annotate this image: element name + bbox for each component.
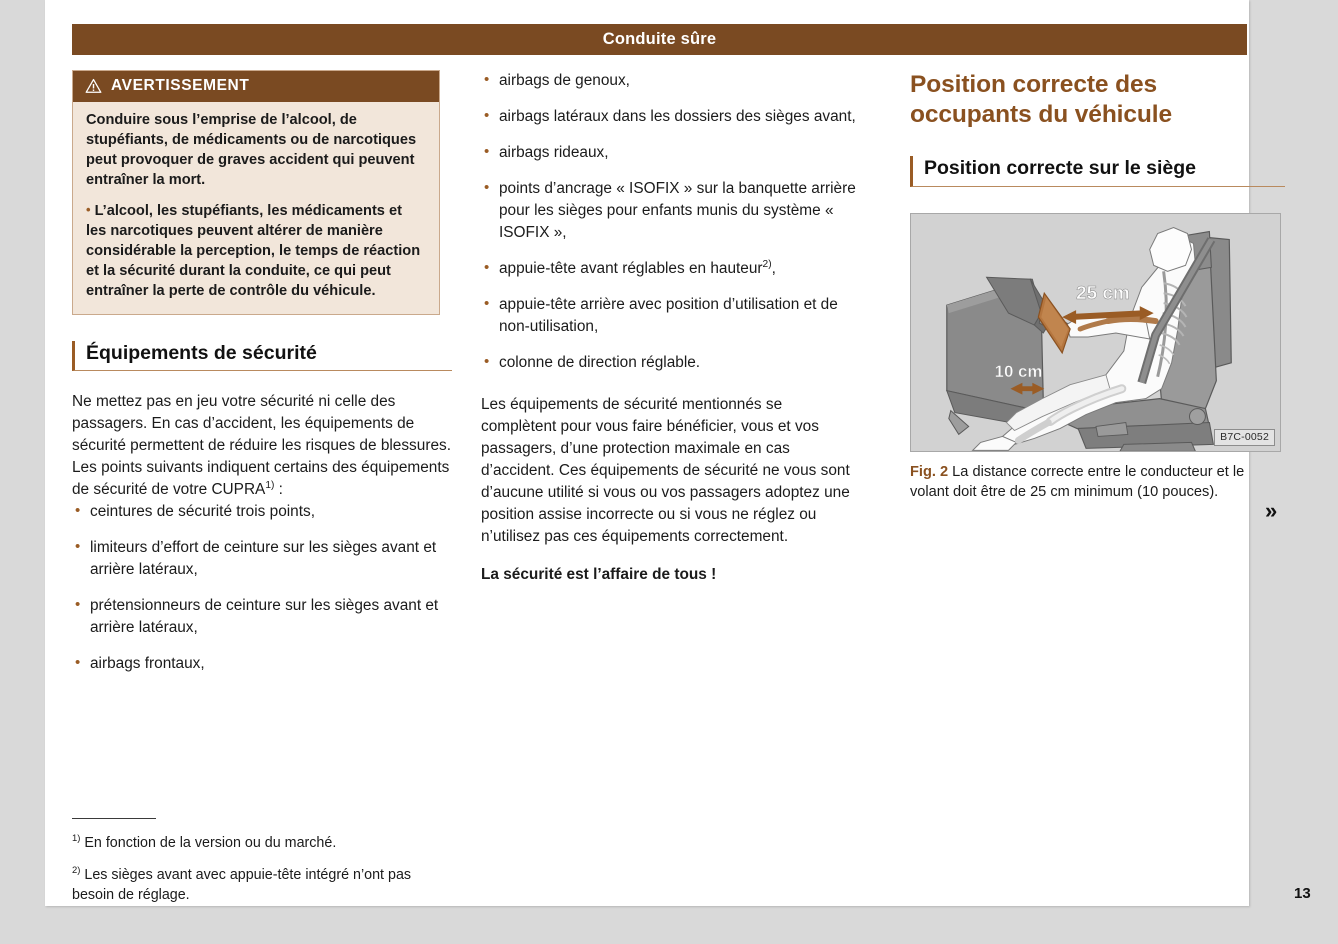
figure-block <box>910 213 1285 502</box>
warning-paragraph-1: Conduire sous l’emprise de l’alcool, de stupéfiants, de médicaments ou de narcotiques peut provoquer de graves accident qui peuvent entraîner la mort. <box>86 112 417 188</box>
warning-triangle-icon <box>85 78 102 94</box>
list-item: • ceintures de sécurité trois points, <box>72 501 452 523</box>
middle-column <box>481 70 861 890</box>
warning-box-header <box>73 71 439 102</box>
running-header-title: Conduite sûre <box>602 30 717 48</box>
page-columns <box>72 70 1269 904</box>
left-column-intro-text: Ne mettez pas en jeu votre sécurité ni celle des passagers. En cas d’accident, les équipements de sécurité permettent de réduire les risques de blessures. Les points suivants indiquent certains des équipements de sécurité de votre CUPRA <box>72 393 451 499</box>
list-item: • limiteurs d’effort de ceinture sur les sièges avant et arrière latéraux, <box>72 537 452 581</box>
list-item: • colonne de direction réglable. <box>481 352 861 374</box>
list-item: • airbags rideaux, <box>481 142 861 164</box>
footnote-marker-2: 2) <box>762 258 772 270</box>
footnote-2 <box>72 865 452 905</box>
warning-box-body <box>73 102 439 314</box>
middle-column-bullet-list <box>481 70 861 374</box>
list-item: • points d’ancrage « ISOFIX » sur la banquette arrière pour les sièges pour enfants munis du système « ISOFIX », <box>481 178 861 244</box>
footnotes-block <box>72 818 452 905</box>
warning-bullet-icon: • <box>86 201 91 217</box>
list-item <box>481 258 861 280</box>
figure-caption-text: La distance correcte entre le conducteur et le volant doit être de 25 cm minimum (10 pouces). <box>910 463 1245 500</box>
list-item-text: appuie-tête avant réglables en hauteur <box>499 260 763 278</box>
running-header <box>72 24 1247 55</box>
page-title: Position correcte des occupants du véhicule <box>910 71 1173 129</box>
right-column-subheading: Position correcte sur le siège <box>910 156 1285 186</box>
page-number: 13 <box>1294 885 1311 902</box>
footnote-2-marker: 2) <box>72 864 81 876</box>
left-column-bullet-list <box>72 501 452 675</box>
list-item: • prétensionneurs de ceinture sur les sièges avant et arrière latéraux, <box>72 595 452 639</box>
figure-reference-code: B7C-0052 <box>1214 429 1275 446</box>
figure-caption <box>910 462 1281 502</box>
list-item: • airbags latéraux dans les dossiers des sièges avant, <box>481 106 861 128</box>
left-column <box>72 70 452 904</box>
figure-label-10cm: 10 cm <box>994 361 1043 381</box>
list-item: • airbags frontaux, <box>72 653 452 675</box>
figure-label-25cm: 25 cm <box>1076 282 1130 304</box>
footnote-1-text: En fonction de la version ou du marché. <box>84 835 337 851</box>
left-column-intro-end: : <box>274 481 283 499</box>
seating-position-illustration <box>911 214 1280 451</box>
figure-image-frame <box>910 213 1281 452</box>
footnote-separator-rule <box>72 818 156 819</box>
warning-paragraph-2-text: L’alcool, les stupéfiants, les médicaments et les narcotiques peuvent altérer de manière considérable la perception, le temps de réaction et la sécurité durant la conduite, ce qui peut entraîner la perte de contrôle du véhicule. <box>86 202 421 299</box>
left-column-intro <box>72 391 452 501</box>
right-column <box>910 70 1285 890</box>
footnote-1 <box>72 833 452 853</box>
list-item-text-end: , <box>771 260 776 278</box>
document-page <box>45 0 1269 906</box>
footnote-1-marker: 1) <box>72 832 81 844</box>
middle-column-paragraph: Les équipements de sécurité mentionnés se complètent pour vous faire bénéficier, vous et vos passagers, d’une protection maximale en cas d’accident. Ces équipements de sécurité ne vous sont d’aucune utilité si vous ou vos passagers adoptez une position assise incorrecte ou si vous ne réglez ou n’utilisez pas ces équipements correctement. <box>481 396 850 546</box>
middle-column-closing-line: La sécurité est l’affaire de tous ! <box>481 566 717 584</box>
footnote-marker-1: 1) <box>265 480 275 492</box>
list-item: • appuie-tête arrière avec position d’utilisation et de non-utilisation, <box>481 294 861 338</box>
figure-number: Fig. 2 <box>910 463 949 480</box>
continuation-marker-icon: » <box>1265 498 1278 523</box>
footnote-2-text: Les sièges avant avec appuie-tête intégré n’ont pas besoin de réglage. <box>72 867 412 904</box>
left-column-heading: Équipements de sécurité <box>72 341 452 371</box>
warning-paragraph-2 <box>86 202 426 302</box>
warning-box-title: AVERTISSEMENT <box>111 77 250 94</box>
warning-box <box>72 70 440 315</box>
list-item: • airbags de genoux, <box>481 70 861 92</box>
